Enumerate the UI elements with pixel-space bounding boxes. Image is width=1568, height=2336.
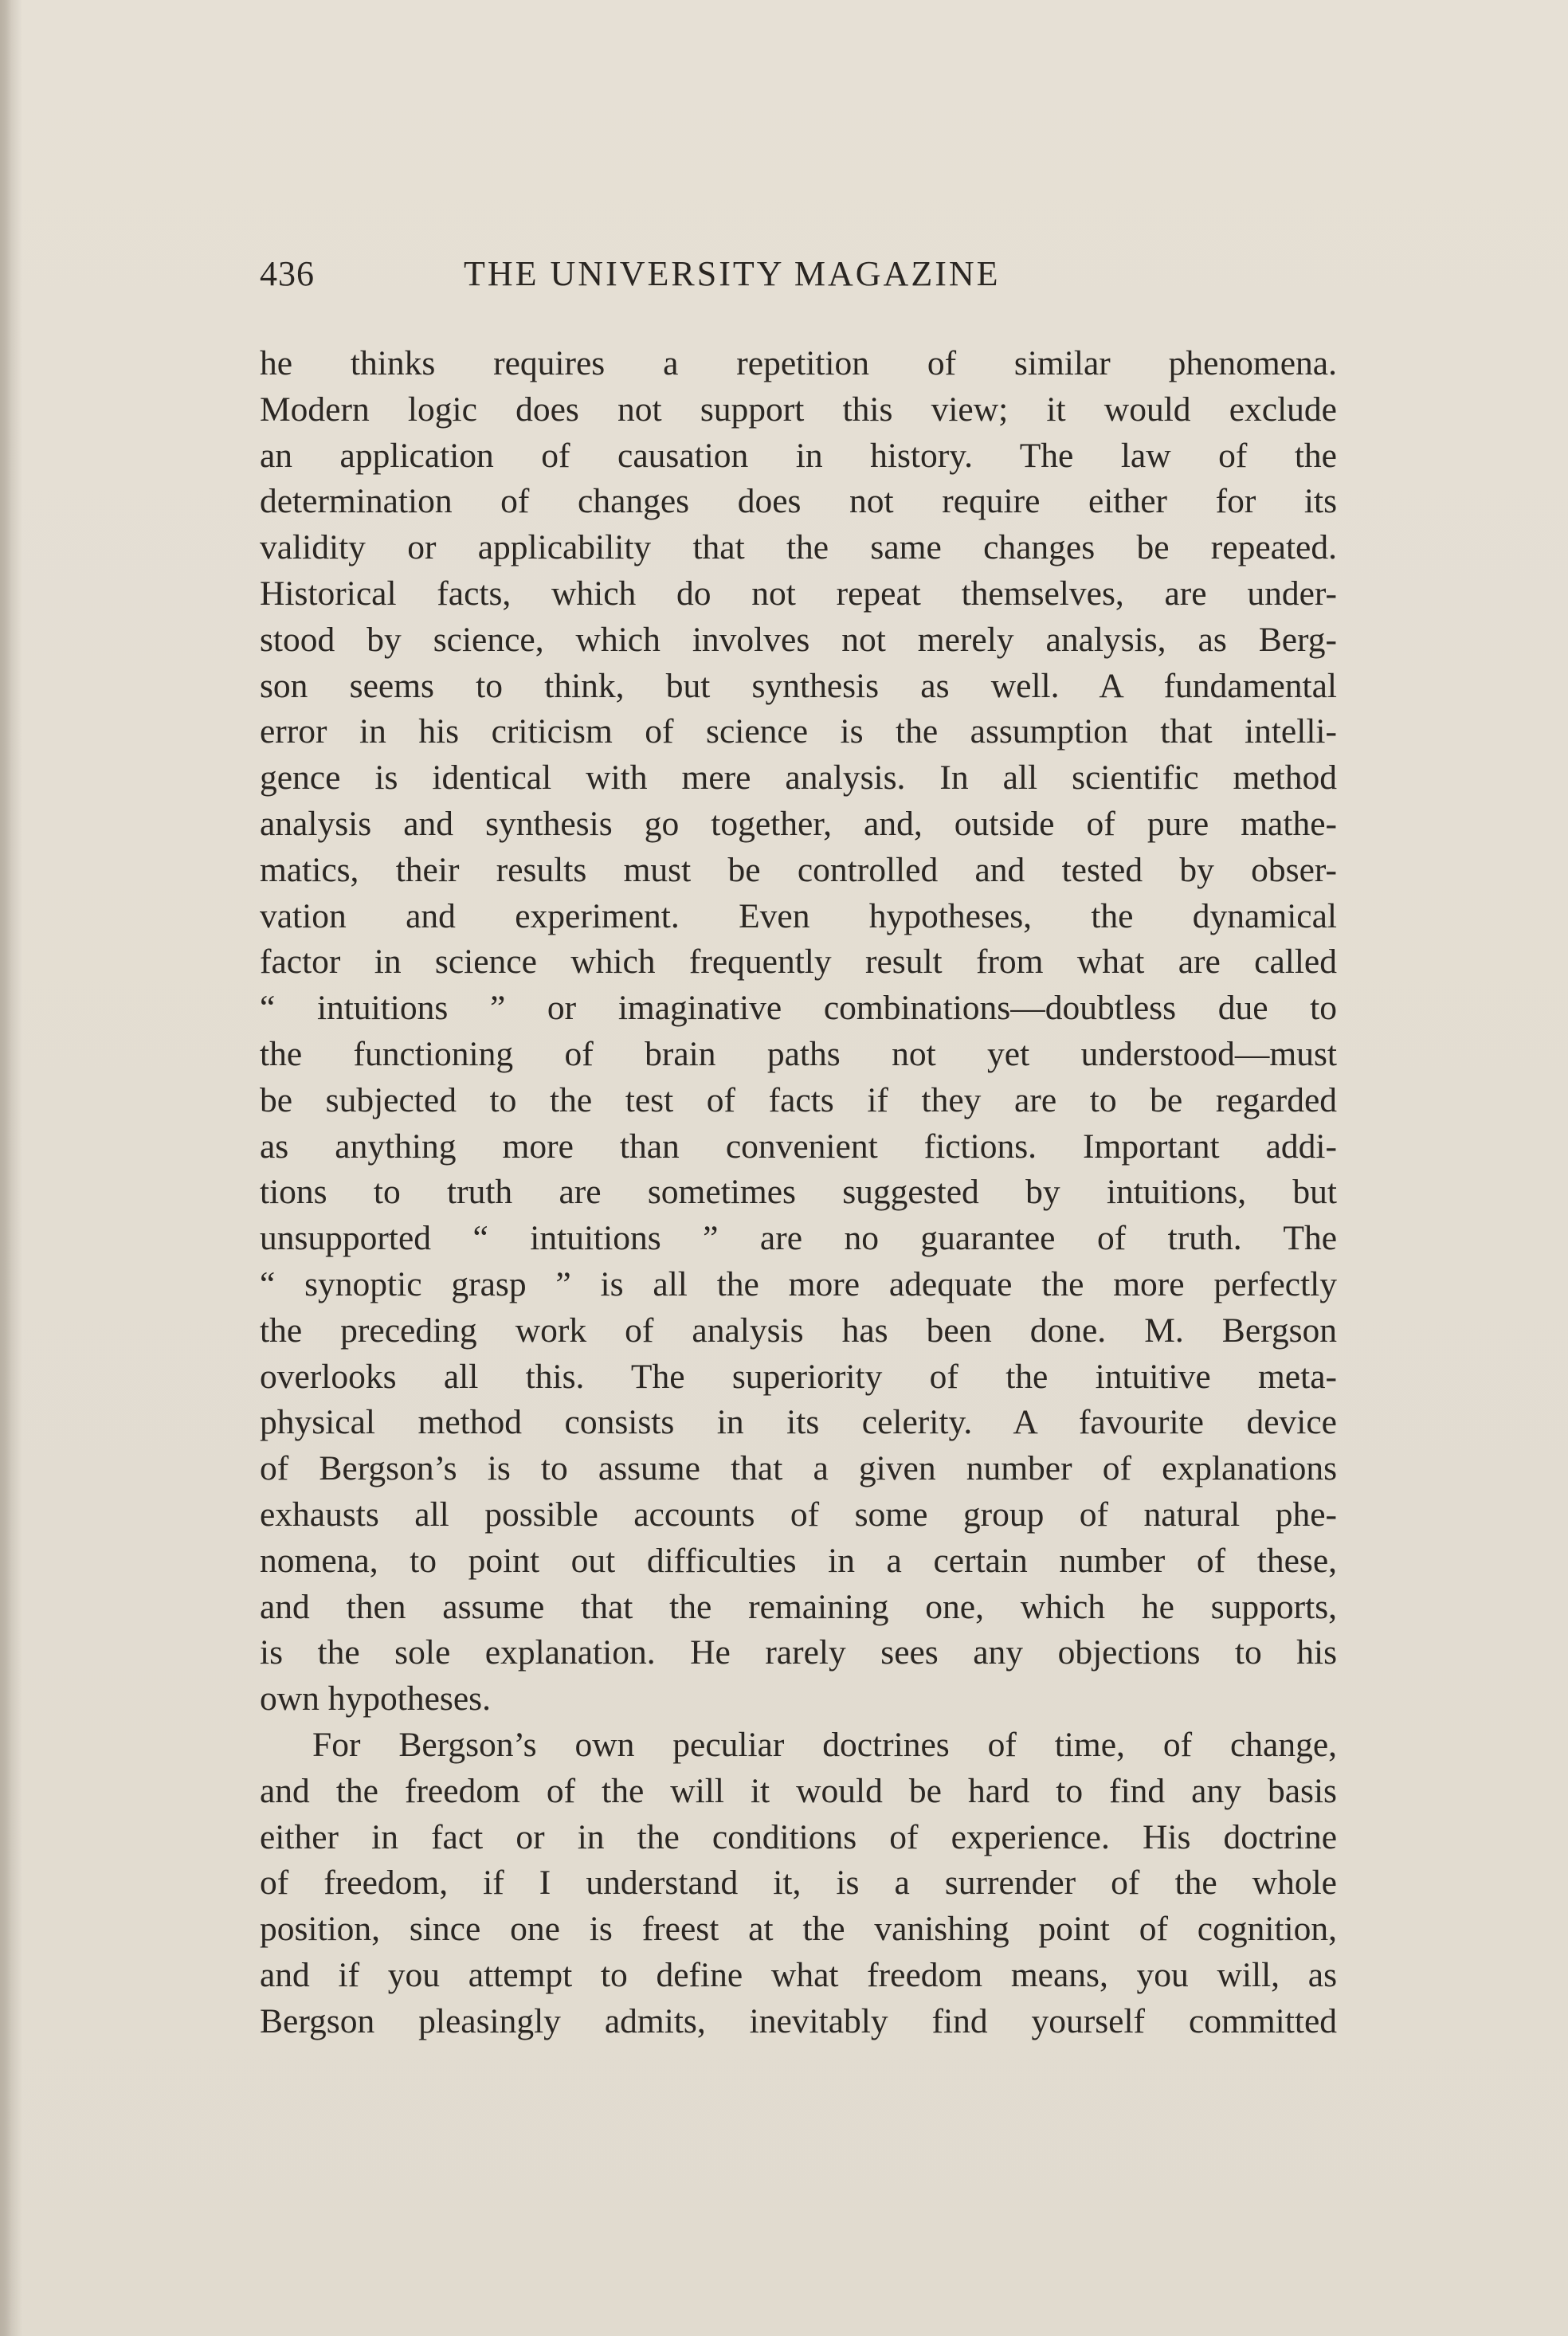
paragraph-2 bbox=[260, 1723, 1337, 2045]
text-line: the preceding work of analysis has been done. M. Bergson bbox=[260, 1311, 1337, 1350]
text-line: error in his criticism of science is the assumption that intelli- bbox=[260, 712, 1337, 751]
text-line: matics, their results must be controlled and tested by obser- bbox=[260, 850, 1337, 889]
text-line: Modern logic does not support this view; it would exclude bbox=[260, 390, 1337, 429]
text-line: analysis and synthesis go together, and, outside of pure mathe- bbox=[260, 804, 1337, 843]
text-line: Historical facts, which do not repeat themselves, are under- bbox=[260, 574, 1337, 613]
paragraph-1 bbox=[260, 341, 1337, 1723]
text-line: position, since one is freest at the vanishing point of cognition, bbox=[260, 1910, 1337, 1949]
text-line: an application of causation in history. The law of the bbox=[260, 436, 1337, 475]
text-line: the functioning of brain paths not yet understood—must bbox=[260, 1034, 1337, 1073]
text-line: determination of changes does not require either for its bbox=[260, 482, 1337, 521]
text-line: “ intuitions ” or imaginative combinations—doubtless due to bbox=[260, 989, 1337, 1028]
text-line: gence is identical with mere analysis. In all scientific method bbox=[260, 758, 1337, 798]
text-line: is the sole explanation. He rarely sees any objections to his bbox=[260, 1633, 1337, 1672]
text-line: nomena, to point out difficulties in a certain number of these, bbox=[260, 1541, 1337, 1580]
text-line: Bergson pleasingly admits, inevitably find yourself committed bbox=[260, 2001, 1337, 2040]
text-line: overlooks all this. The superiority of the intuitive meta- bbox=[260, 1357, 1337, 1396]
text-line: either in fact or in the conditions of experience. His doctrine bbox=[260, 1817, 1337, 1856]
text-line: exhausts all possible accounts of some group of natural phe- bbox=[260, 1495, 1337, 1534]
text-line: validity or applicability that the same changes be repeated. bbox=[260, 528, 1337, 567]
text-line: physical method consists in its celerity. A favourite device bbox=[260, 1403, 1337, 1442]
text-line: “ synoptic grasp ” is all the more adequate the more perfectly bbox=[260, 1264, 1337, 1303]
text-line: and if you attempt to define what freedom means, you will, as bbox=[260, 1955, 1337, 1994]
text-line: vation and experiment. Even hypotheses, the dynamical bbox=[260, 896, 1337, 935]
text-line: tions to truth are sometimes suggested by intuitions, but bbox=[260, 1173, 1337, 1212]
text-line: of freedom, if I understand it, is a surrender of the whole bbox=[260, 1864, 1337, 1903]
text-line: be subjected to the test of facts if they are to be regarded bbox=[260, 1080, 1337, 1119]
text-line: of Bergson’s is to assume that a given number of explanations bbox=[260, 1449, 1337, 1488]
text-line: factor in science which frequently result from what are called bbox=[260, 943, 1337, 982]
text-line: unsupported “ intuitions ” are no guarantee of truth. The bbox=[260, 1219, 1337, 1258]
text-line: For Bergson’s own peculiar doctrines of time, of change, bbox=[312, 1725, 1337, 1764]
text-line: and then assume that the remaining one, which he supports, bbox=[260, 1587, 1337, 1626]
body-text bbox=[260, 341, 1337, 2044]
running-header bbox=[260, 253, 1343, 309]
text-line: own hypotheses. bbox=[260, 1679, 491, 1719]
text-line: and the freedom of the will it would be hard to find any basis bbox=[260, 1771, 1337, 1810]
text-line: stood by science, which involves not merely analysis, as Berg- bbox=[260, 620, 1337, 659]
page-number: 436 bbox=[260, 254, 315, 293]
running-title: THE UNIVERSITY MAGAZINE bbox=[464, 254, 1001, 293]
text-line: son seems to think, but synthesis as well. A fundamental bbox=[260, 666, 1337, 705]
text-line: he thinks requires a repetition of similar phenomena. bbox=[260, 344, 1337, 382]
text-line: as anything more than convenient fictions. Important addi- bbox=[260, 1127, 1337, 1166]
spine-shadow bbox=[0, 0, 11, 2336]
